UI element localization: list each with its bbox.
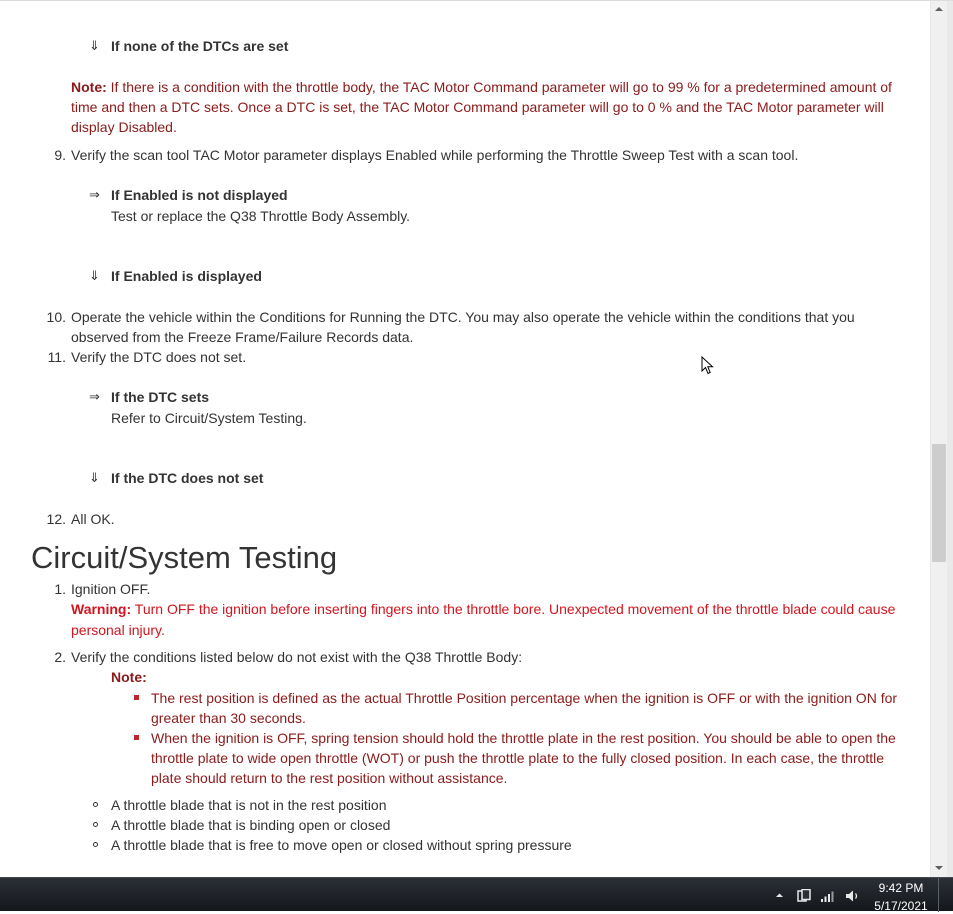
network-icon[interactable] bbox=[796, 889, 812, 903]
note-2-bullet-1-line-2: greater than 30 seconds. bbox=[151, 710, 306, 726]
step-9-branch-1-text: Test or replace the Q38 Throttle Body Assembly. bbox=[111, 208, 411, 224]
arrow-right-icon: ⇒ bbox=[89, 389, 100, 404]
note-1-line-1 bbox=[71, 77, 892, 97]
vertical-scrollbar[interactable] bbox=[930, 1, 947, 877]
step-9-branch-1-title: If Enabled is not displayed bbox=[111, 187, 288, 203]
step-10-line-1: Operate the vehicle within the Conditions for Running the DTC. You may also operate the vehicle within the conditions that you bbox=[71, 309, 855, 325]
note-2-bullet-2-line-1: When the ignition is OFF, spring tension should hold the throttle plate in the rest position. You should be able to open the bbox=[151, 730, 896, 746]
warning-line-1 bbox=[71, 599, 895, 619]
document-content bbox=[0, 1, 930, 877]
cs-step-1-number: 1. bbox=[54, 581, 66, 597]
step-9-number: 9. bbox=[54, 147, 66, 163]
condition-3: A throttle blade that is free to move open or closed without spring pressure bbox=[111, 837, 572, 853]
step-11-branch-2-title: If the DTC does not set bbox=[111, 470, 264, 486]
warning-label: Warning: bbox=[71, 601, 132, 617]
cs-step-2-number: 2. bbox=[54, 649, 66, 665]
step-9-text: Verify the scan tool TAC Motor parameter displays Enabled while performing the Throttle Sweep Test with a scan tool. bbox=[71, 147, 799, 163]
arrow-down-icon: ⇓ bbox=[89, 470, 100, 485]
warning-line-2: personal injury. bbox=[71, 622, 165, 638]
note-2-label: Note: bbox=[111, 669, 147, 685]
note-1-line-3: display Disabled. bbox=[71, 119, 177, 135]
clock-time[interactable]: 9:42 PM bbox=[878, 881, 924, 895]
step-11-branch-1-title: If the DTC sets bbox=[111, 389, 210, 405]
arrow-down-icon: ⇓ bbox=[89, 268, 100, 283]
taskbar bbox=[0, 877, 953, 911]
tray-up-arrow-icon[interactable] bbox=[775, 891, 784, 900]
step-11-text: Verify the DTC does not set. bbox=[71, 349, 247, 365]
step-11-number: 11. bbox=[47, 349, 66, 365]
cs-step-2-text: Verify the conditions listed below do not exist with the Q38 Throttle Body: bbox=[71, 649, 523, 665]
section-heading: Circuit/System Testing bbox=[31, 540, 338, 575]
mouse-cursor-icon bbox=[701, 356, 715, 376]
note-2-bullet-1-line-1: The rest position is defined as the actual Throttle Position percentage when the ignition is OFF or with the ignition ON for bbox=[151, 690, 898, 706]
step-12-number: 12. bbox=[46, 511, 66, 527]
condition-1: A throttle blade that is not in the rest position bbox=[111, 797, 387, 813]
signal-icon[interactable] bbox=[820, 889, 834, 903]
note-label: Note: bbox=[71, 79, 107, 95]
window-border bbox=[947, 1, 953, 877]
note-2-bullet-2-line-2: throttle plate to wide open throttle (WOT) or push the throttle plate to the fully closed position. In each case, the throttle bbox=[151, 750, 885, 766]
scroll-up-button[interactable] bbox=[931, 1, 948, 18]
scroll-thumb[interactable] bbox=[932, 444, 946, 562]
circle-bullet-icon bbox=[93, 822, 98, 827]
note-1-line-2: time and then a DTC sets. Once a DTC is set, the TAC Motor Command parameter will go to 0 % and the TAC Motor parameter will bbox=[71, 99, 884, 115]
square-bullet-icon bbox=[134, 735, 139, 740]
circle-bullet-icon bbox=[93, 802, 98, 807]
note-1-text: If there is a condition with the throttle body, the TAC Motor Command parameter will go to 99 % for a predetermined amount of bbox=[110, 79, 892, 95]
step-10-number: 10. bbox=[46, 309, 66, 325]
cs-step-1-text: Ignition OFF. bbox=[71, 581, 151, 597]
condition-2: A throttle blade that is binding open or closed bbox=[111, 817, 391, 833]
arrow-down-icon: ⇓ bbox=[89, 38, 100, 53]
branch-none-dtc: If none of the DTCs are set bbox=[111, 38, 289, 54]
arrow-right-icon: ⇒ bbox=[89, 187, 100, 202]
step-9-branch-2-title: If Enabled is displayed bbox=[111, 268, 262, 284]
show-desktop-button[interactable] bbox=[938, 878, 953, 912]
volume-icon[interactable] bbox=[845, 889, 861, 903]
circle-bullet-icon bbox=[93, 842, 98, 847]
square-bullet-icon bbox=[134, 695, 139, 700]
step-11-branch-1-link[interactable]: Refer to Circuit/System Testing. bbox=[111, 410, 307, 426]
step-10-line-2: observed from the Freeze Frame/Failure Records data. bbox=[71, 329, 414, 345]
scroll-down-button[interactable] bbox=[931, 860, 948, 877]
warning-text: Turn OFF the ignition before inserting fingers into the throttle bore. Unexpected movement of the throttle blade could cause bbox=[134, 601, 896, 617]
step-12-text: All OK. bbox=[71, 511, 115, 527]
note-2-bullet-2-line-3: plate should return to the rest position without assistance. bbox=[151, 770, 508, 786]
clock-date[interactable]: 5/17/2021 bbox=[874, 899, 928, 913]
